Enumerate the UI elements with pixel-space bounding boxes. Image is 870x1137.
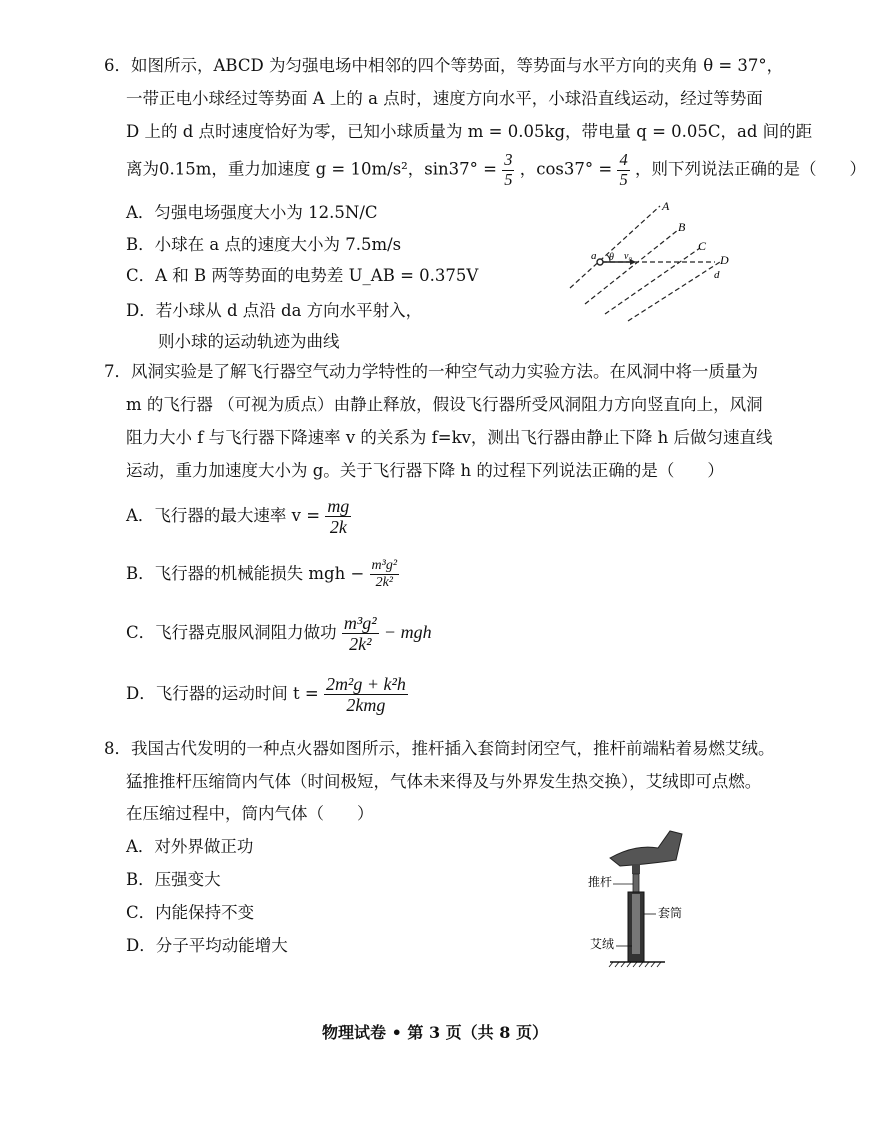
q6-option-c: C．A 和 B 两等势面的电势差 U_AB = 0.375V [126,266,479,285]
page-footer: 物理试卷 • 第 3 页（共 8 页） [322,1023,548,1042]
q7-option-a: A．飞行器的最大速率 v = $\frac{mg}{2k}$ [126,496,350,537]
label-d: d [714,269,720,281]
q8-option-a: A．对外界做正功 [126,837,254,856]
equipotential-line-a [570,206,660,288]
q8-option-d: D．分子平均动能增大 [126,936,288,955]
q8-stem-line-3: 在压缩过程中，筒内气体（ ） [126,804,374,823]
q6-stem-line-4-end: ，则下列说法正确的是（ ） [634,159,866,179]
fire-piston-diagram [580,826,700,971]
q7-stem-line-2: m 的飞行器 （可视为质点）由静止释放，假设飞行器所受风洞阻力方向竖直向上，风洞 [126,395,763,414]
handle-neck [632,864,640,874]
equipotential-line-c [605,248,700,314]
equipotential-line-b [585,230,678,304]
label-v0: v₀ [624,251,632,262]
q7-option-c-fraction: $\frac{\text{m³g²}}{\text{2k²}}$ [343,613,377,654]
sin-fraction: $\frac{3}{5}$ [504,150,513,189]
equipotential-diagram [560,196,760,326]
label-A: A [662,199,670,213]
q6-option-a: A．匀强电场强度大小为 12.5N/C [126,203,378,222]
equipotential-line-d [628,262,720,321]
q8-option-c: C．内能保持不变 [126,903,255,922]
q6-option-b: B．小球在 a 点的速度大小为 7.5m/s [126,235,402,254]
q6-option-d-line-1: D．若小球从 d 点沿 da 方向水平射入， [126,301,423,320]
q7-option-b-fraction: $\frac{\text{m³g²}}{\text{2k²}}$ [371,558,398,590]
label-pushrod: 推杆 [588,875,613,889]
label-sleeve: 套筒 [658,906,683,920]
ball-point-a [597,259,603,265]
q7-stem-line-4: 运动，重力加速度大小为 g。关于飞行器下降 h 的过程下列说法正确的是（ ） [126,461,724,480]
label-D: D [720,253,729,267]
q7-option-a-fraction: $\frac{mg}{2k}$ [327,496,350,537]
q6-stem-line-4-mid: ，cos37° = [519,159,613,179]
q8-stem-line-2: 猛推推杆压缩筒内气体（时间极短，气体未来得及与外界发生热交换），艾绒即可点燃。 [126,772,762,791]
q6-stem-line-2: 一带正电小球经过等势面 A 上的 a 点时，速度方向水平，小球沿直线运动，经过等势面 [126,89,763,108]
label-a: a [591,250,597,262]
q6-stem-line-3: D 上的 d 点时速度恰好为零，已知小球质量为 m = 0.05kg，带电量 q = 0.05C，ad 间的距 [126,122,813,141]
q6-stem-line-1: 6．如图所示，ABCD 为匀强电场中相邻的四个等势面，等势面与水平方向的夹角 θ = 37°， [104,56,784,75]
q7-option-d-fraction: $\frac{\text{2m²g + k²h}}{\text{2kmg}}$ [325,674,406,715]
handle [610,831,682,866]
q6-stem-line-4-start: 离为0.15m，重力加速度 g = 10m/s²，sin37° = [126,159,497,179]
q7-stem-line-1: 7．风洞实验是了解飞行器空气动力学特性的一种空气动力实验方法。在风洞中将一质量为 [104,362,758,381]
q7-option-c: C．飞行器克服风洞阻力做功 $\frac{\text{m³g²}}{\text{2k²}}$ − mgh [126,613,432,654]
sleeve-inner [632,894,640,954]
cos-fraction: $\frac{4}{5}$ [619,150,628,189]
q8-option-b: B．压强变大 [126,870,221,889]
label-B: B [678,220,686,234]
q6-stem-line-4 [126,152,866,188]
pushrod [633,874,639,892]
q7-option-d: D．飞行器的运动时间 t = $\frac{\text{2m²g + k²h}}{\text{2kmg}}$ [126,674,406,715]
label-theta: θ [609,252,614,263]
q6-option-d-line-2: 则小球的运动轨迹为曲线 [158,332,340,351]
label-tinder: 艾绒 [590,937,615,951]
label-C: C [698,239,707,253]
q7-stem-line-3: 阻力大小 f 与飞行器下降速率 v 的关系为 f=kv，测出飞行器由静止下降 h 后做匀速直线 [126,428,773,447]
q8-stem-line-1: 8．我国古代发明的一种点火器如图所示，推杆插入套筒封闭空气，推杆前端粘着易燃艾绒。 [104,739,775,758]
q7-option-b: B．飞行器的机械能损失 mgh − $\frac{\text{m³g²}}{\text{2k²}}$ [126,558,398,590]
